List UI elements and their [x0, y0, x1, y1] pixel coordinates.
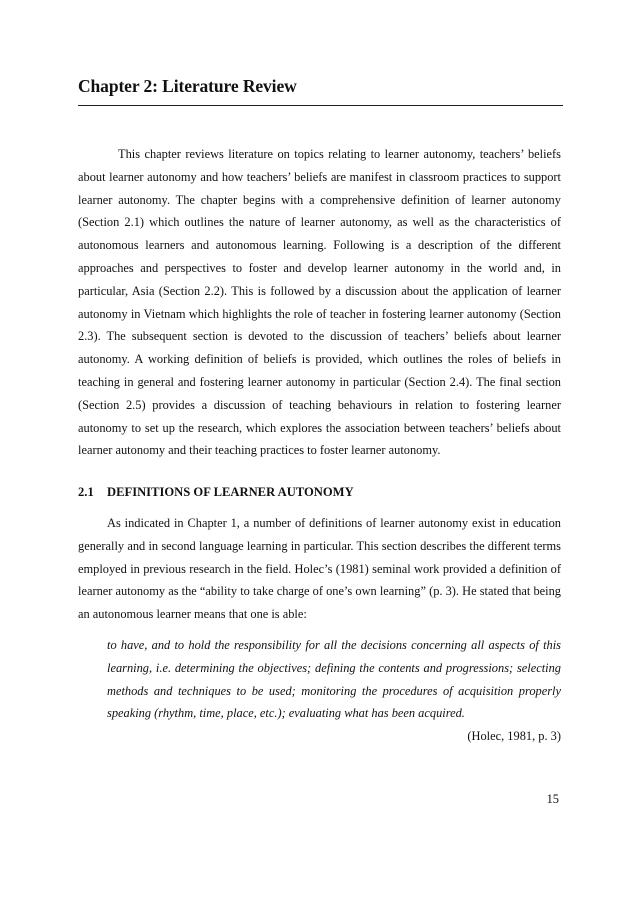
title-underline-rule	[78, 105, 563, 106]
block-quote: to have, and to hold the responsibility for all the decisions concerning all aspects of this learning, i.e. determining the objectives; defining the contents and progressions; selecting methods and techniques to be used; monitoring the procedures of acquisition properly speaking (rhythm, time, place, etc.); evaluating what has been acquired.	[107, 638, 561, 721]
section-heading	[78, 485, 354, 500]
section-number: 2.1	[78, 485, 94, 499]
chapter-title: Chapter 2: Literature Review	[78, 76, 297, 96]
quote-citation: (Holec, 1981, p. 3)	[467, 729, 561, 743]
intro-paragraph: This chapter reviews literature on topics relating to learner autonomy, teachers’ beliefs about learner autonomy and how teachers’ beliefs are manifest in classroom practices to support learner autonomy. The chapter begins with a comprehensive definition of learner autonomy (Section 2.1) which outlines the nature of learner autonomy, as well as the characteristics of autonomous learners and autonomous learning. Following is a description of the different approaches and perspectives to foster and develop learner autonomy in the world and, in particular, Asia (Section 2.2). This is followed by a discussion about the application of learner autonomy in Vietnam which highlights the role of teacher in fostering learner autonomy (Section 2.3). The subsequent section is devoted to the discussion of teachers’ beliefs about learner autonomy. A working definition of beliefs is provided, which outlines the roles of beliefs in teaching in general and fostering learner autonomy in particular (Section 2.4). The final section (Section 2.5) provides a discussion of teaching behaviours in relation to fostering learner autonomy to set up the research, which explores the association between teachers’ beliefs about learner autonomy and their teaching practices to foster learner autonomy.	[78, 147, 561, 458]
page-number: 15	[546, 792, 559, 806]
section-title: DEFINITIONS OF LEARNER AUTONOMY	[107, 485, 354, 499]
definitions-paragraph: As indicated in Chapter 1, a number of definitions of learner autonomy exist in education generally and in second language learning in particular. This section describes the different terms employed in previous research in the field. Holec’s (1981) seminal work provided a definition of learner autonomy as the “ability to take charge of one’s own learning” (p. 3). He stated that being an autonomous learner means that one is able:	[78, 516, 561, 622]
